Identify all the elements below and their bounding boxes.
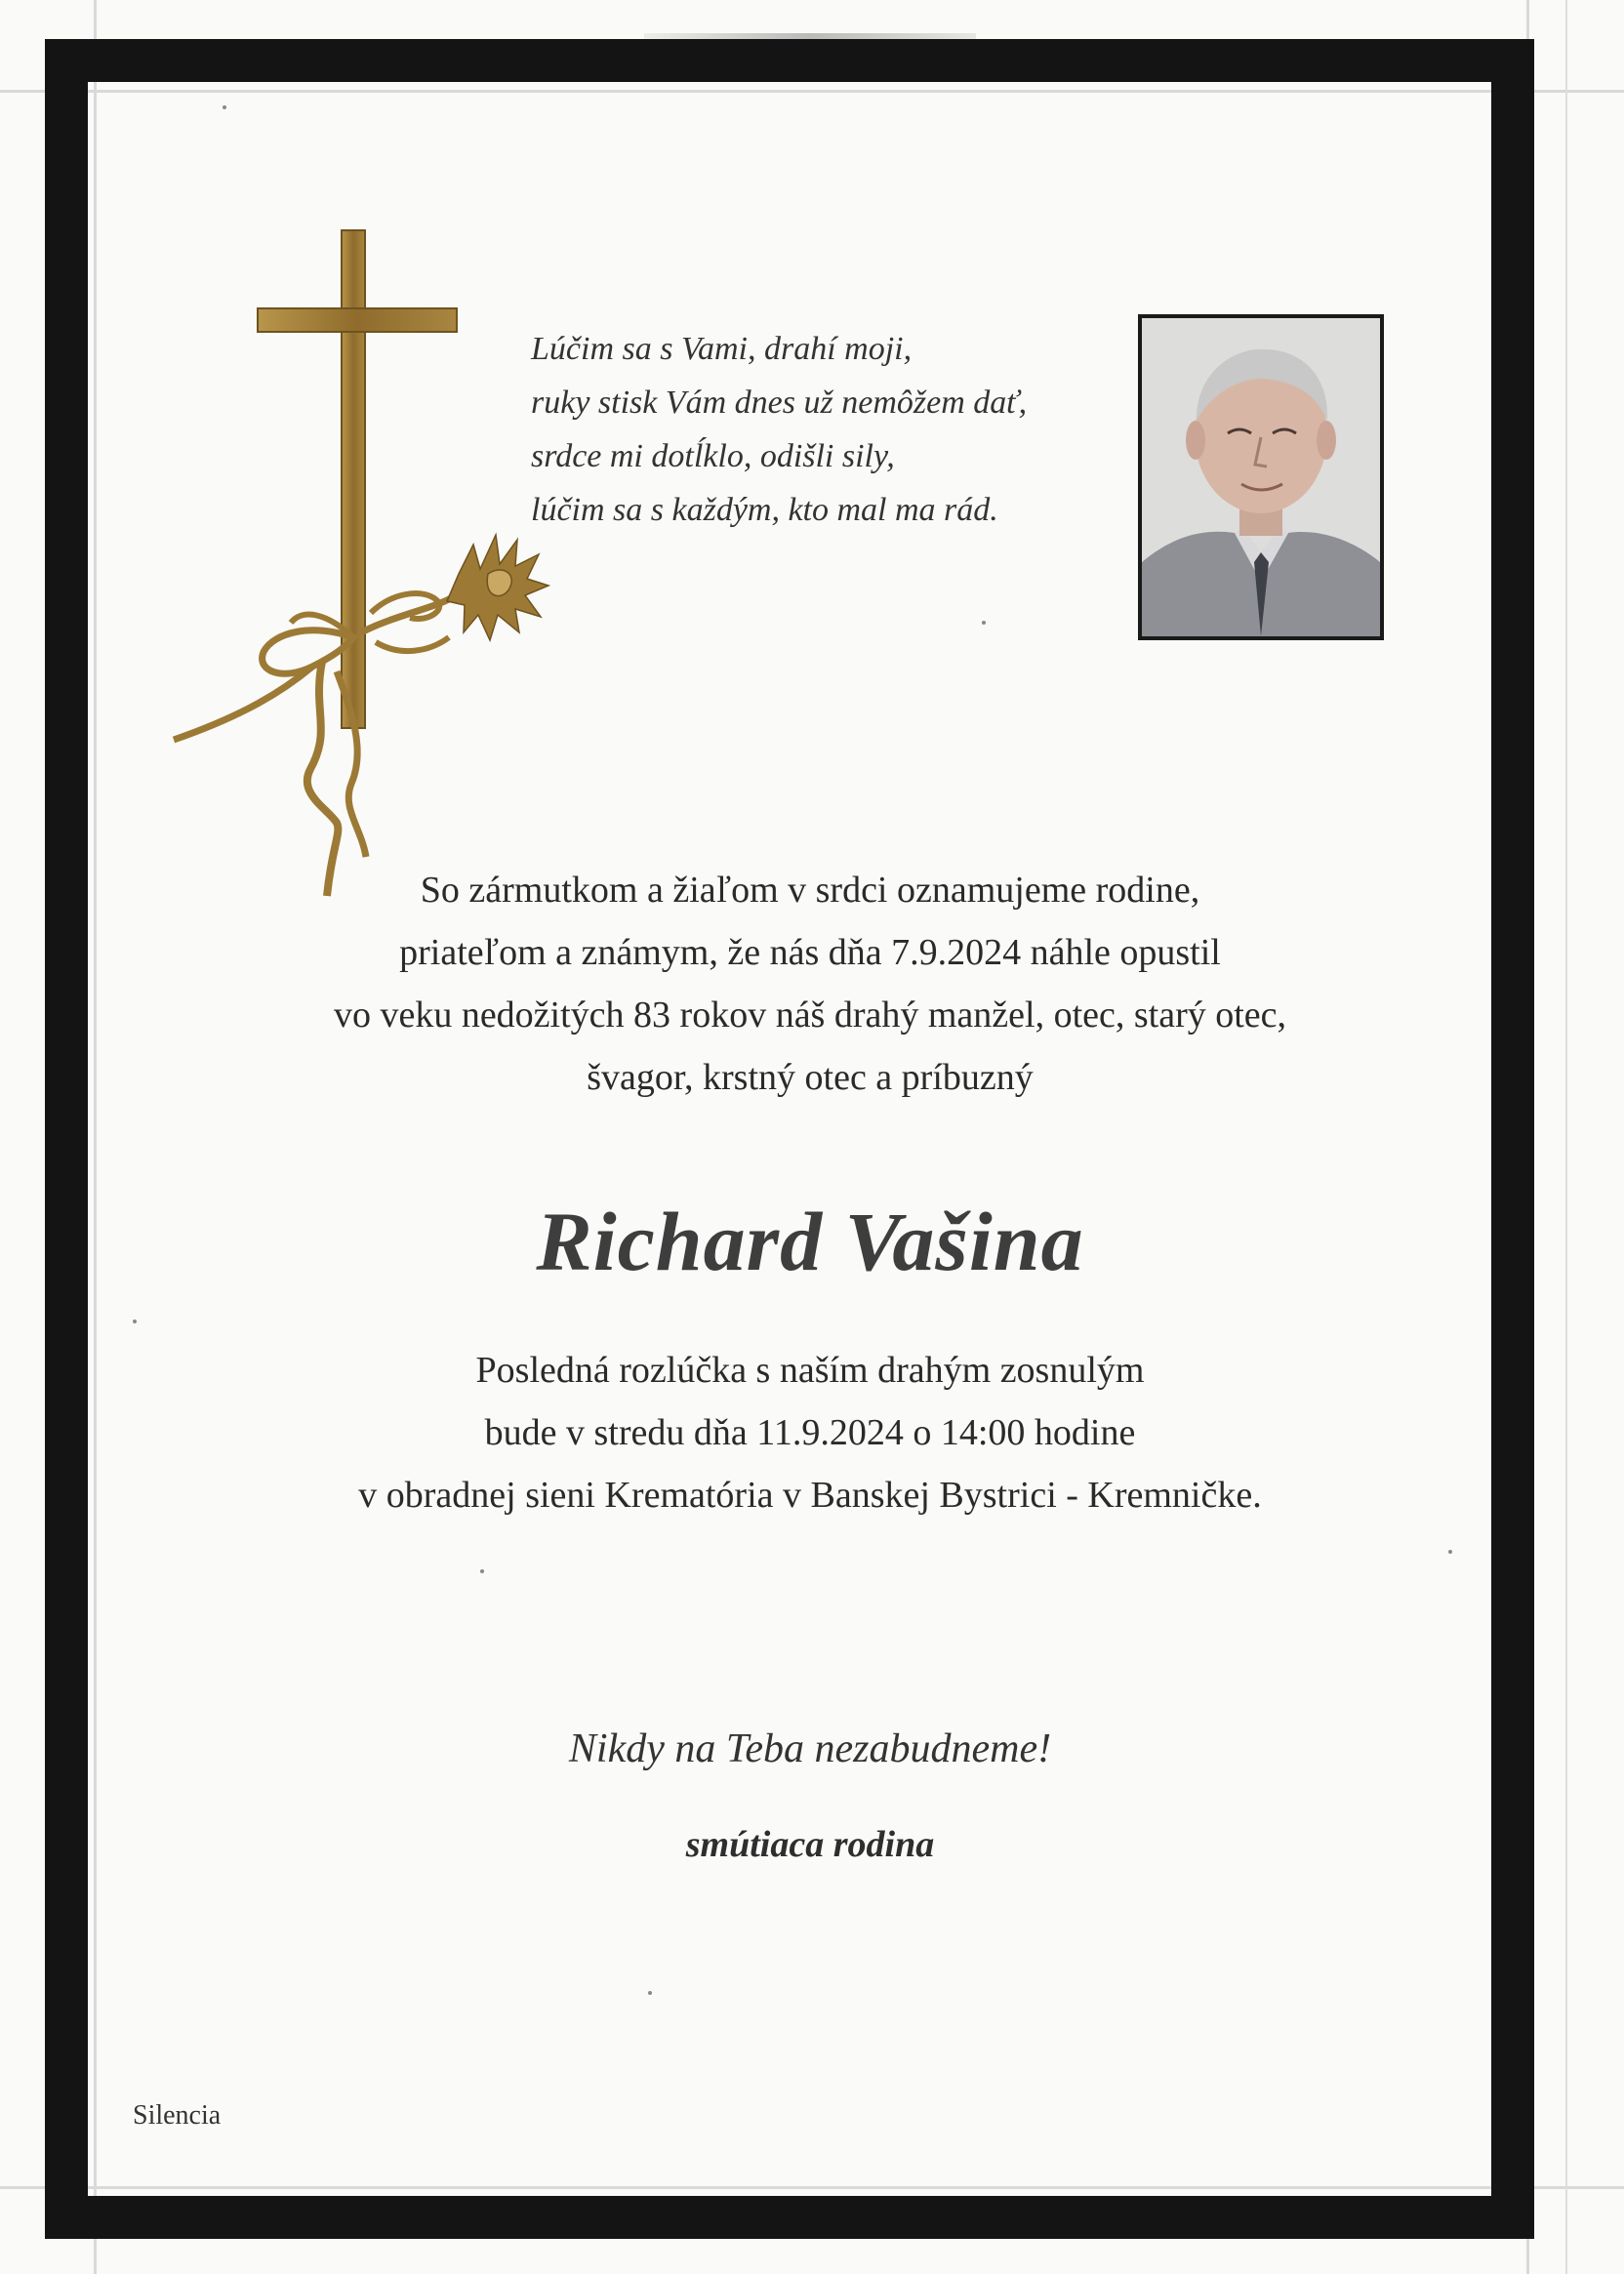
announcement-line: vo veku nedožitých 83 rokov náš drahý manžel, otec, starý otec, xyxy=(333,995,1287,1035)
announcement-line: švagor, krstný otec a príbuzný xyxy=(587,1057,1034,1098)
announcement-line: priateľom a známym, že nás dňa 7.9.2024 náhle opustil xyxy=(399,932,1221,973)
scan-speck xyxy=(133,1320,137,1323)
poem-line: lúčim sa s každým, kto mal ma rád. xyxy=(531,492,998,528)
portrait-photo xyxy=(1138,314,1384,640)
funeral-line: Posledná rozlúčka s naším drahým zosnulým xyxy=(475,1350,1145,1391)
funeral-service-brand: Silencia xyxy=(133,2100,222,2131)
portrait-photo-image xyxy=(1142,318,1380,636)
paper-edge-line xyxy=(1565,0,1567,2274)
frame-guide-line xyxy=(0,90,1624,93)
frame-guide-line xyxy=(94,0,97,2274)
funeral-line: bude v stredu dňa 11.9.2024 o 14:00 hodine xyxy=(484,1412,1136,1453)
poem-line: ruky stisk Vám dnes už nemôžem dať, xyxy=(531,385,1028,421)
poem-line: srdce mi dotĺklo, odišli sily, xyxy=(531,438,895,474)
poem-line: Lúčim sa s Vami, drahí moji, xyxy=(531,331,913,367)
scan-speck xyxy=(982,621,986,625)
scan-speck xyxy=(648,1991,652,1995)
funeral-details xyxy=(156,1339,1464,1526)
scan-speck xyxy=(223,105,226,109)
mourning-frame-bottom xyxy=(45,2196,1534,2239)
scan-speck xyxy=(1448,1550,1452,1554)
mourning-frame-top xyxy=(45,39,1534,82)
family-signature: smútiaca rodina xyxy=(685,1824,935,1865)
funeral-line: v obradnej sieni Krematória v Banskej Bystrici - Kremničke. xyxy=(358,1475,1262,1516)
mourning-frame-right xyxy=(1491,39,1534,2239)
farewell-message: Nikdy na Teba nezabudneme! xyxy=(568,1726,1052,1771)
frame-guide-line xyxy=(0,2186,1624,2189)
deceased-name: Richard Vašina xyxy=(536,1195,1084,1288)
scan-speck xyxy=(480,1569,484,1573)
farewell-poem xyxy=(531,322,1116,537)
mourning-frame-left xyxy=(45,39,88,2239)
death-announcement xyxy=(156,859,1464,1109)
cross-with-rose-icon xyxy=(166,223,576,935)
announcement-line: So zármutkom a žiaľom v srdci oznamujeme rodine, xyxy=(420,870,1200,911)
